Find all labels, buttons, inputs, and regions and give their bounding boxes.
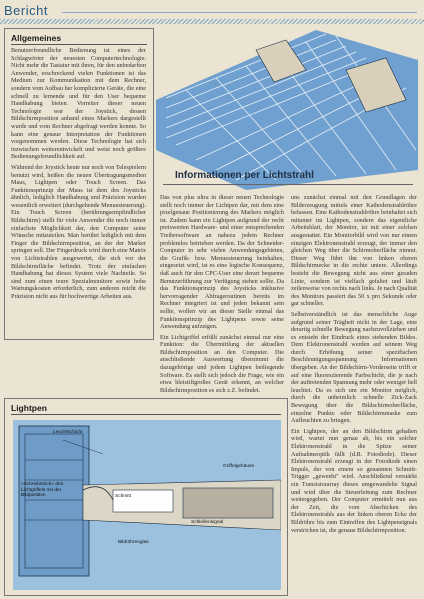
middle-column: [160, 194, 284, 408]
section-label: Bericht: [4, 3, 48, 18]
middle-paragraph-1: Das von plus ultra in dieser neuen Technologie stellt noch immer der Lichtpen dar, mit dem eine pixelgenaue Positionierung des Markers möglich ist. Zudem kann ein Lightpen aufgrund der recht preiswerten Hardware- und einer entsprechenden Treibersoftware an nahezu jedem Rechner problemlos betrieben werden. Da der Schneider-Computer in sehr vielen Anwendungsgebieten, die Grafik- bzw. Menuesteuerung beinhalten, eingesetzt wird, ist es eine logische Konsequenz, daß auch für den CPC-User eine derart bequeme Benutzerführung zur Verfügung stehen sollte. Da das Funktionsprinzip des Joysticks inklusive hervorragender Abfrageroutinen bereits im Rechner integriert ist und jeden bekannt sein sollte, wollen wir an dieser Stelle einmal das Funktionsprinzip des Lightpens sowie seine Anwendung aufzeigen.: [160, 194, 284, 331]
allgemeines-box: [4, 28, 154, 340]
right-column: [291, 194, 417, 537]
label-leuchtschicht: Leuchtschicht: [53, 430, 83, 435]
allgemeines-rule: [11, 44, 147, 45]
allgemeines-paragraph-1: Benutzerfreundliche Bedienung ist eines der Schlagwörter der neuesten Computertechnologie. Nicht mehr die Tastatur mit ihren, für den unbedarften Anwender, erschreckend vielen Funktionen ist das Medium zur Kommunikation mit dem Rechner, sondern vom Aufbau her komplizierte Geräte, die eine schnell zu lernende und für den User bequeme Handhabung bieten. Vorreiter dieser neuen Technologie war der Joystick, dessen Bildschirmposition anhand eines Markers dargestellt wurde und vom Rechner abgefragt werden konnte. So kann eine genaue Interpretation der Funktionen vorgenommen werden. Diese Technologie hat sich inzwischen weiterentwickelt und weist noch größere Bedienungsfreundlichkeit auf.: [11, 47, 146, 161]
label-left-note: »Schreibstrich« des Lichtgriffels mit der Bildposition: [21, 482, 64, 498]
lightpen-title: Lightpen: [11, 403, 47, 413]
right-paragraph-2: Selbstverständlich ist das menschliche Auge aufgrund seiner Trägheit nicht in der Lage, eine derartig schnelle Bewegung nachzuvollziehen und es entsteht der Eindruck eines stehenden Bildes. Dem Elektronenstrahl werden auf seinem Weg durch Erhöhung seiner spezifischen Beschleunigungsspannung Informationen übergeben. An der Bildschirm-Vorderseite trifft er auf eine fluoreszierende Farbschicht, die je nach der auftretenden Spannung mehr oder weniger hell leuchtet. Da es sich um ein Monitor möglich, durch die unheimlich schnelle Zick-Zack Bewegung über die Bildschirmoberfläche, einzelne Punkte oder Bildschirmmaske zum Aufleuchten zu bringen.: [291, 310, 417, 425]
lightpen-rule: [11, 414, 281, 415]
header-hatch: [0, 19, 424, 24]
banner-illustration: [156, 30, 418, 190]
right-paragraph-3: Ein Lightpen, der an den Bildschirm gehalten wird, wartet nun genau ab, bis ein solcher Elektronenstrahl in die Spitze seiner Aufnahmeoptik fällt (d.R. Fotodiode). Dieser Elektronenstrahl erzeugt in der Fotodiode einen Impuls, der von einem so genannten Schmitt-Trigger „geweebt" wird. Anschließend verstärkt ein Transistorarray dieses umgewandelte Signal und wird über die Steuerleitung zum Rechner weitergegeben. Der Computer ermittelt nun aus der Zeit, die vom Abschicken des Elektronenstrahls aus der linken oberen Ecke der Bildröhre bis zum Eintreffen des Lightpensignals verstrichen ist, die genaue Bildschirmposition.: [291, 427, 417, 534]
label-schleife: Schleifensignal: [191, 520, 224, 525]
allgemeines-title: Allgemeines: [11, 33, 62, 43]
banner-rule: [163, 184, 413, 185]
allgemeines-paragraph-2: Während der Joystick heute nur noch von Telespielern benutzt wird, heißen die neuen Übertragungsmedien Maus, Lightpen oder Touch Screen. Das Funktionsprinzip der Maus ist dem des Joysticks ähnlich, lediglich Handhabung und Präzision wurden wesentlich erweitert (durchgehende Menuesteuerung). Ein Touch Screen (berührungsempfindlicher Bildschirm) stellt für viele Anwender die noch immer einfachste Möglichkeit dar, den Computer seine Wünsche mitzuteilen. Man berührt lediglich mit dem Finger die Bildschirmposition, an der der Marker springen soll. Der Fingerdruck wird durch eine Matrix von Lichtstrahlen ausgewertet, die sich vor der Bildschirmfläche befindet. Trotz der einfachen Handhabung hat dieses System viele Nachteile. So sind zum einen teure Spezialmonitore sowie hohe Wartungskosten erforderlich, zum anderen reicht die Präzision nicht aus für hochwertige Arbeiten aus.: [11, 163, 146, 300]
lightpen-diagram-svg: [13, 420, 281, 590]
banner-svg: [156, 30, 418, 190]
label-griffel: Griffelgehäuse: [223, 464, 255, 469]
lightpen-diagram: [13, 420, 281, 590]
right-paragraph-1: uns zunächst einmal mit den Grundlagen der Bilderzeugung mittels einer Kathodenstrahlröhre befassen. Eine Kathodenstrahlröhre beinhaltet sich mitunter im Lightpen, sondern das eigentliche Arbeitsblatt, der Monitor, ist mit einer solchen ausgestattet. Ein Monitorbild wird von nur einem einzigen Elektronenstrahl erzeugt, der immer den gleichen Weg über die Schirmoberfläche nimmt. Dieser Weg führt ihn von linken oberen Bildschirmecke in die rechte untere. Allerdings besteht die Bewegung nicht aus einer geraden Linie, sondern ist vielfach gefaltet und läuft zeilenweise von rechts nach links. Je nach Qualität des Monitors passiert das 50 x pro Sekunde oder gar schneller.: [291, 194, 417, 308]
page-header: [0, 0, 424, 24]
label-schmitt: Schmitt: [115, 494, 131, 499]
middle-paragraph-2: Ein Lichtgriffel erfüllt zunächst einmal nur eine Funktion: die Übermittlung der aktuellen Bildschirmposition an den Computer. Die anschließende Auswertung übernimmt die dazugehörige und jedem Lightpen beiliegende Software. Es stellt sich jedoch die Frage, wie ein etwa bleistiftgroßes Gerät erkennt, an welcher Bildschirmposition es sich z.Z. befindet.: [160, 333, 284, 394]
banner-title: Informationen per Lichtstrahl: [175, 170, 314, 181]
header-line: [62, 12, 417, 13]
allgemeines-text: [11, 47, 146, 304]
label-bildroehrenglas: Bildröhrenglas: [118, 540, 149, 545]
